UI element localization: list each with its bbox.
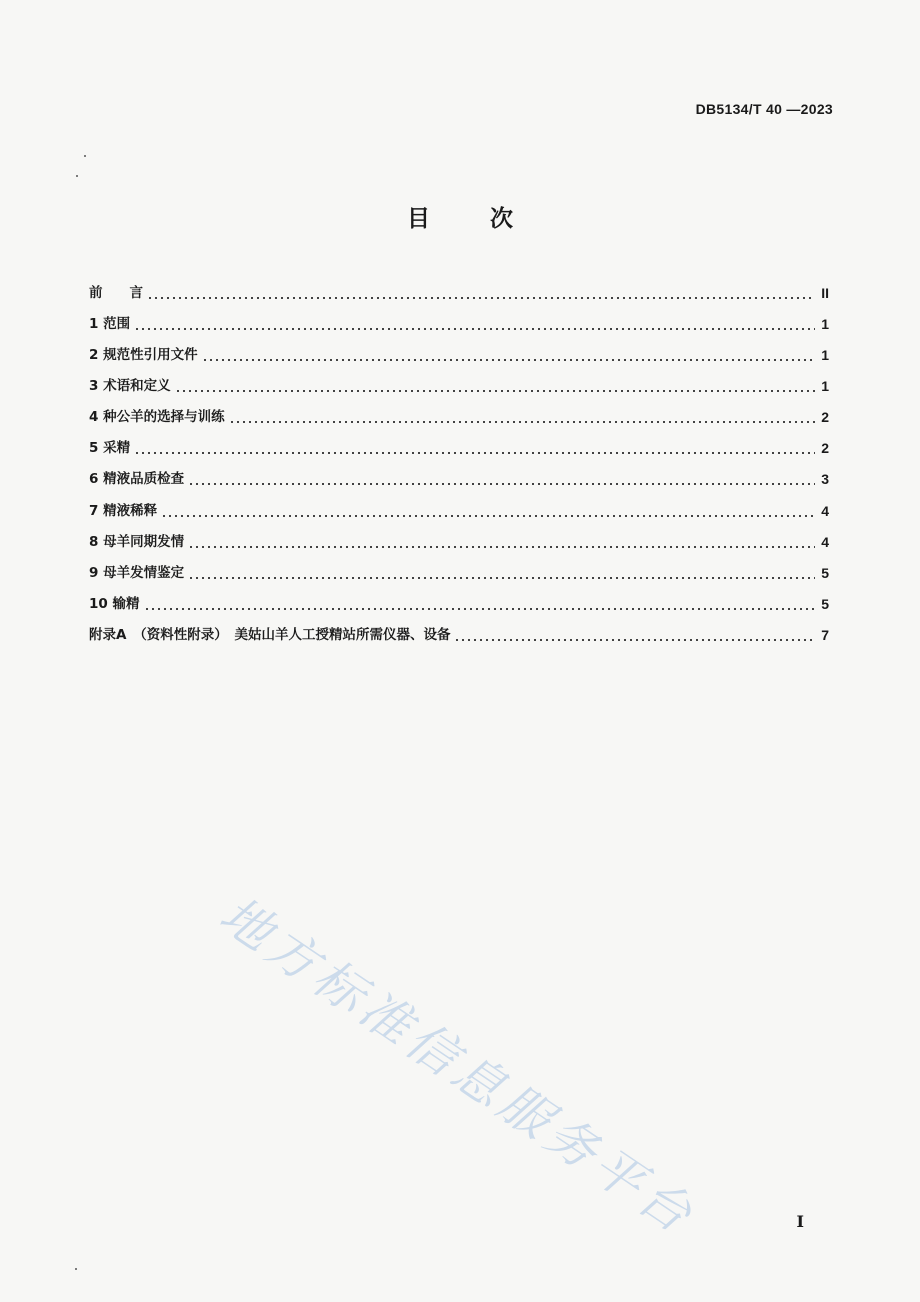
toc-leader-dots bbox=[188, 483, 815, 485]
toc-entry-label: 8 母羊同期发情 bbox=[89, 534, 185, 550]
toc-leader-dots bbox=[188, 577, 815, 579]
toc-entry-label: 9 母羊发情鉴定 bbox=[89, 565, 185, 581]
toc-entry-label: 2 规范性引用文件 bbox=[89, 347, 198, 363]
toc-entry-semen-dilution[interactable] bbox=[89, 500, 829, 522]
toc-entry-terms-definitions[interactable] bbox=[89, 375, 829, 397]
toc-entry-label: 3 术语和定义 bbox=[89, 378, 171, 394]
toc-entry-ram-selection[interactable] bbox=[89, 406, 829, 428]
watermark: 地方标准信息服务平台 bbox=[209, 885, 707, 1247]
toc-leader-dots bbox=[188, 546, 815, 548]
toc-entry-label: 5 采精 bbox=[89, 440, 131, 456]
scan-speck bbox=[75, 1268, 77, 1270]
toc-entry-insemination[interactable] bbox=[89, 593, 829, 615]
toc-entry-foreword[interactable] bbox=[89, 282, 829, 304]
toc-entry-page: 7 bbox=[821, 627, 829, 643]
toc-leader-dots bbox=[202, 359, 815, 361]
toc-entry-scope[interactable] bbox=[89, 313, 829, 335]
toc-entry-page: 1 bbox=[821, 378, 829, 394]
toc-entry-page: 3 bbox=[821, 471, 829, 487]
toc-entry-page: 5 bbox=[821, 596, 829, 612]
toc-entry-label: 4 种公羊的选择与训练 bbox=[89, 409, 225, 425]
toc-entry-label: 10 输精 bbox=[89, 596, 140, 612]
toc-entry-label: 7 精液稀释 bbox=[89, 503, 158, 519]
toc-entry-label: 附录A （资料性附录） 美姑山羊人工授精站所需仪器、设备 bbox=[89, 627, 451, 643]
scan-speck bbox=[76, 175, 78, 177]
toc-leader-dots bbox=[161, 515, 815, 517]
toc-entry-page: II bbox=[821, 285, 829, 301]
page-number: I bbox=[796, 1212, 804, 1231]
toc-leader-dots bbox=[147, 297, 815, 299]
toc-entry-normative-references[interactable] bbox=[89, 344, 829, 366]
toc-entry-page: 1 bbox=[821, 347, 829, 363]
toc-entry-label: 1 范围 bbox=[89, 316, 131, 332]
toc-leader-dots bbox=[454, 639, 815, 641]
toc-leader-dots bbox=[134, 452, 815, 454]
toc-leader-dots bbox=[144, 608, 816, 610]
toc-entry-page: 5 bbox=[821, 565, 829, 581]
toc-entry-label: 前 言 bbox=[89, 285, 143, 301]
toc-leader-dots bbox=[229, 421, 815, 423]
toc-entry-page: 2 bbox=[821, 409, 829, 425]
toc-entry-semen-collection[interactable] bbox=[89, 437, 829, 459]
toc-entry-estrus-detection[interactable] bbox=[89, 562, 829, 584]
toc-leader-dots bbox=[134, 328, 815, 330]
toc-entry-page: 4 bbox=[821, 503, 829, 519]
toc-entry-estrus-sync[interactable] bbox=[89, 531, 829, 553]
scan-speck bbox=[84, 155, 86, 157]
toc-entry-label: 6 精液品质检查 bbox=[89, 471, 185, 487]
toc-title: 目 次 bbox=[406, 206, 539, 232]
document-code: DB5134/T 40 —2023 bbox=[695, 101, 833, 117]
toc-entry-page: 2 bbox=[821, 440, 829, 456]
toc-entry-semen-quality[interactable] bbox=[89, 468, 829, 490]
toc-entry-page: 4 bbox=[821, 534, 829, 550]
toc-entry-page: 1 bbox=[821, 316, 829, 332]
toc-leader-dots bbox=[175, 390, 815, 392]
toc-entry-appendix-a[interactable] bbox=[89, 624, 829, 646]
